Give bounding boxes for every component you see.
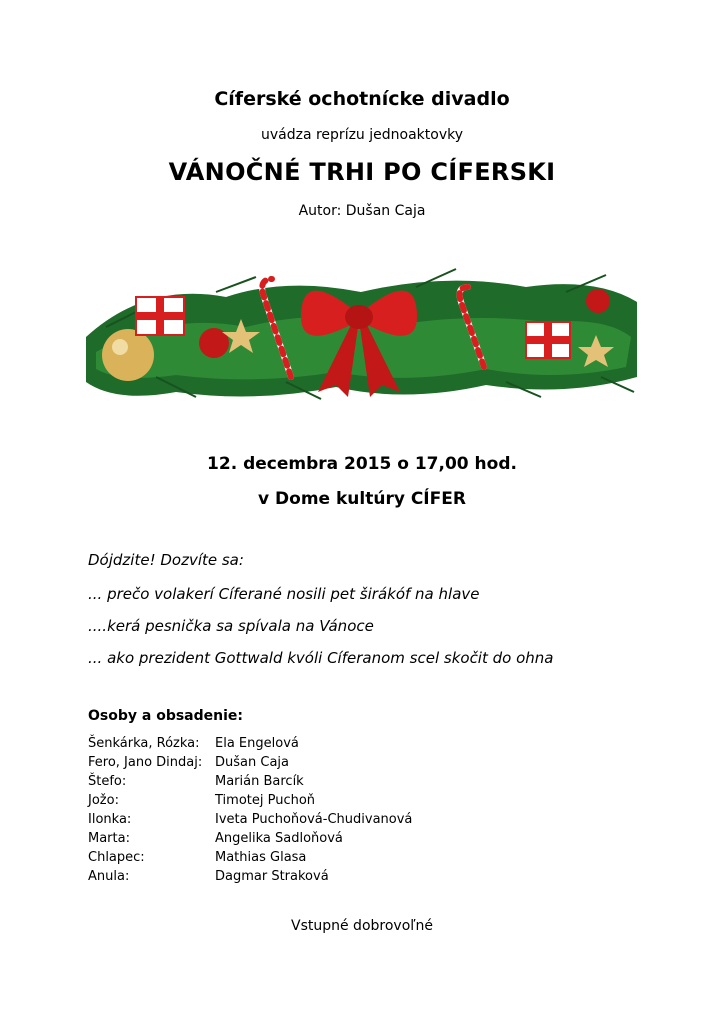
- cast-actor: Iveta Puchoňová-Chudivanová: [215, 812, 413, 827]
- event-place: v Dome kultúry CÍFER: [258, 489, 466, 509]
- gift-box-right: [526, 322, 570, 358]
- play-title: VÁNOČNÉ TRHI PO CÍFERSKI: [168, 158, 556, 186]
- cast-role: Anula:: [88, 869, 130, 884]
- cast-heading: Osoby a obsadenie:: [88, 708, 243, 724]
- entry-note: Vstupné dobrovoľné: [291, 918, 433, 934]
- cast-row: [88, 831, 608, 850]
- organizer-name: Cíferské ochotnícke divadlo: [214, 88, 510, 110]
- cast-actor: Ela Engelová: [215, 736, 299, 751]
- cast-role: Šenkárka, Rózka:: [88, 736, 200, 751]
- red-ornament: [586, 289, 610, 313]
- cast-row: [88, 812, 608, 831]
- teaser-line: ... prečo volakerí Cíferané nosili pet širákóf na hlave: [88, 585, 480, 603]
- cast-row: [88, 774, 608, 793]
- cast-actor: Angelika Sadloňová: [215, 831, 343, 846]
- teaser-line: ....kerá pesnička sa spívala na Vánoce: [88, 617, 374, 635]
- teaser-line: ... ako prezident Gottwald kvóli Cíferanom scel skočit do ohna: [88, 649, 554, 667]
- cast-row: [88, 850, 608, 869]
- cast-role: Marta:: [88, 831, 130, 846]
- cast-row: [88, 869, 608, 888]
- cast-row: [88, 736, 608, 755]
- cast-actor: Marián Barcík: [215, 774, 304, 789]
- cast-actor: Dušan Caja: [215, 755, 289, 770]
- author-line: Autor: Dušan Caja: [298, 203, 426, 219]
- cast-row: [88, 755, 608, 774]
- cast-role: Fero, Jano Dindaj:: [88, 755, 203, 770]
- gold-ornament: [102, 329, 154, 381]
- cast-actor: Timotej Puchoň: [215, 793, 316, 808]
- cast-actor: Dagmar Straková: [215, 869, 329, 884]
- cast-role: Jožo:: [88, 793, 119, 808]
- subtitle: uvádza reprízu jednoaktovky: [260, 127, 463, 143]
- teaser-intro: Dójdzite! Dozvíte sa:: [88, 551, 244, 569]
- cast-role: Chlapec:: [88, 850, 145, 865]
- cast-role: Ilonka:: [88, 812, 132, 827]
- cast-role: Štefo:: [88, 774, 127, 789]
- event-date: 12. decembra 2015 o 17,00 hod.: [207, 454, 517, 474]
- cast-actor: Mathias Glasa: [215, 850, 307, 865]
- gift-box-left: [136, 297, 184, 335]
- cast-row: [88, 793, 608, 812]
- christmas-garland-image: [86, 257, 637, 403]
